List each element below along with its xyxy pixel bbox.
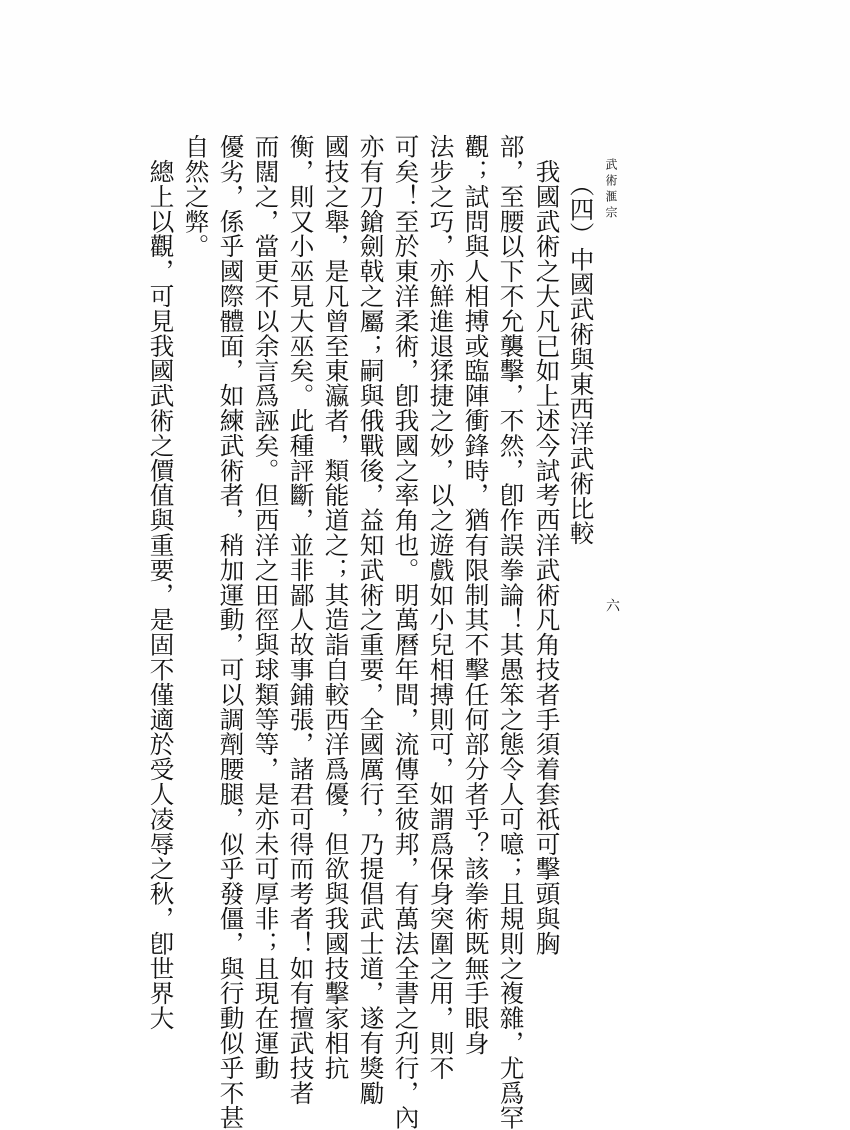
- body-line-5: 可矣！至於東洋柔術，卽我國之率角也。明萬曆年間，流傳至彼邦，有萬法全書之刋行，內: [391, 134, 421, 1130]
- body-line-10: 優劣，係乎國際體面，如練武術者，稍加運動，可以調劑腰腿，似乎發僵，與行動似乎不甚: [216, 134, 246, 1130]
- body-line-4: 法步之巧，亦鮮進退猱捷之妙，以之遊戲如小兒相搏則可，如謂爲保身突圍之用，則不: [426, 134, 456, 1081]
- body-line-8: 衡，則又小巫見大巫矣。此種評斷，並非鄙人故事鋪張，諸君可得而考者！如有擅武技者: [286, 134, 316, 1106]
- body-line-7: 國技之舉，是凡曾至東瀛者，類能道之；其造詣自較西洋爲優，但欲與我國技擊家相抗: [321, 134, 351, 1081]
- body-line-9: 而闊之，當更不以余言爲誣矣。但西洋之田徑與球類等等，是亦未可厚非；且現在運動: [251, 134, 281, 1081]
- body-line-12: 總上以觀，可見我國武術之價值與重要，是固不僅適於受人凌辱之秋，卽世界大: [146, 134, 176, 1031]
- running-header-title: 武術滙宗: [604, 158, 618, 222]
- body-line-11: 自然之弊。: [181, 134, 211, 259]
- body-line-6: 亦有刀鎗劍戟之屬；嗣與俄戰後，益知武術之重要，全國厲行，乃提倡武士道，遂有獎勵: [356, 134, 386, 1106]
- section-heading: （四）中國武術與東西洋武術比較: [566, 172, 596, 546]
- body-line-3: 觀；試問與人相搏或臨陣衝鋒時，猶有限制其不擊任何部分者乎？該拳術既無手眼身: [461, 134, 491, 1056]
- body-line-1: 我國武術之大凡已如上述今試考西洋武術凡角技者手須着套祇可擊頭與胸: [532, 134, 562, 956]
- page-number: 六: [604, 598, 620, 612]
- body-line-2: 部，至腰以下不允襲擊，不然，卽作誤拳論！其愚笨之態令人可噫；且規則之複雜，尤爲罕: [496, 134, 526, 1130]
